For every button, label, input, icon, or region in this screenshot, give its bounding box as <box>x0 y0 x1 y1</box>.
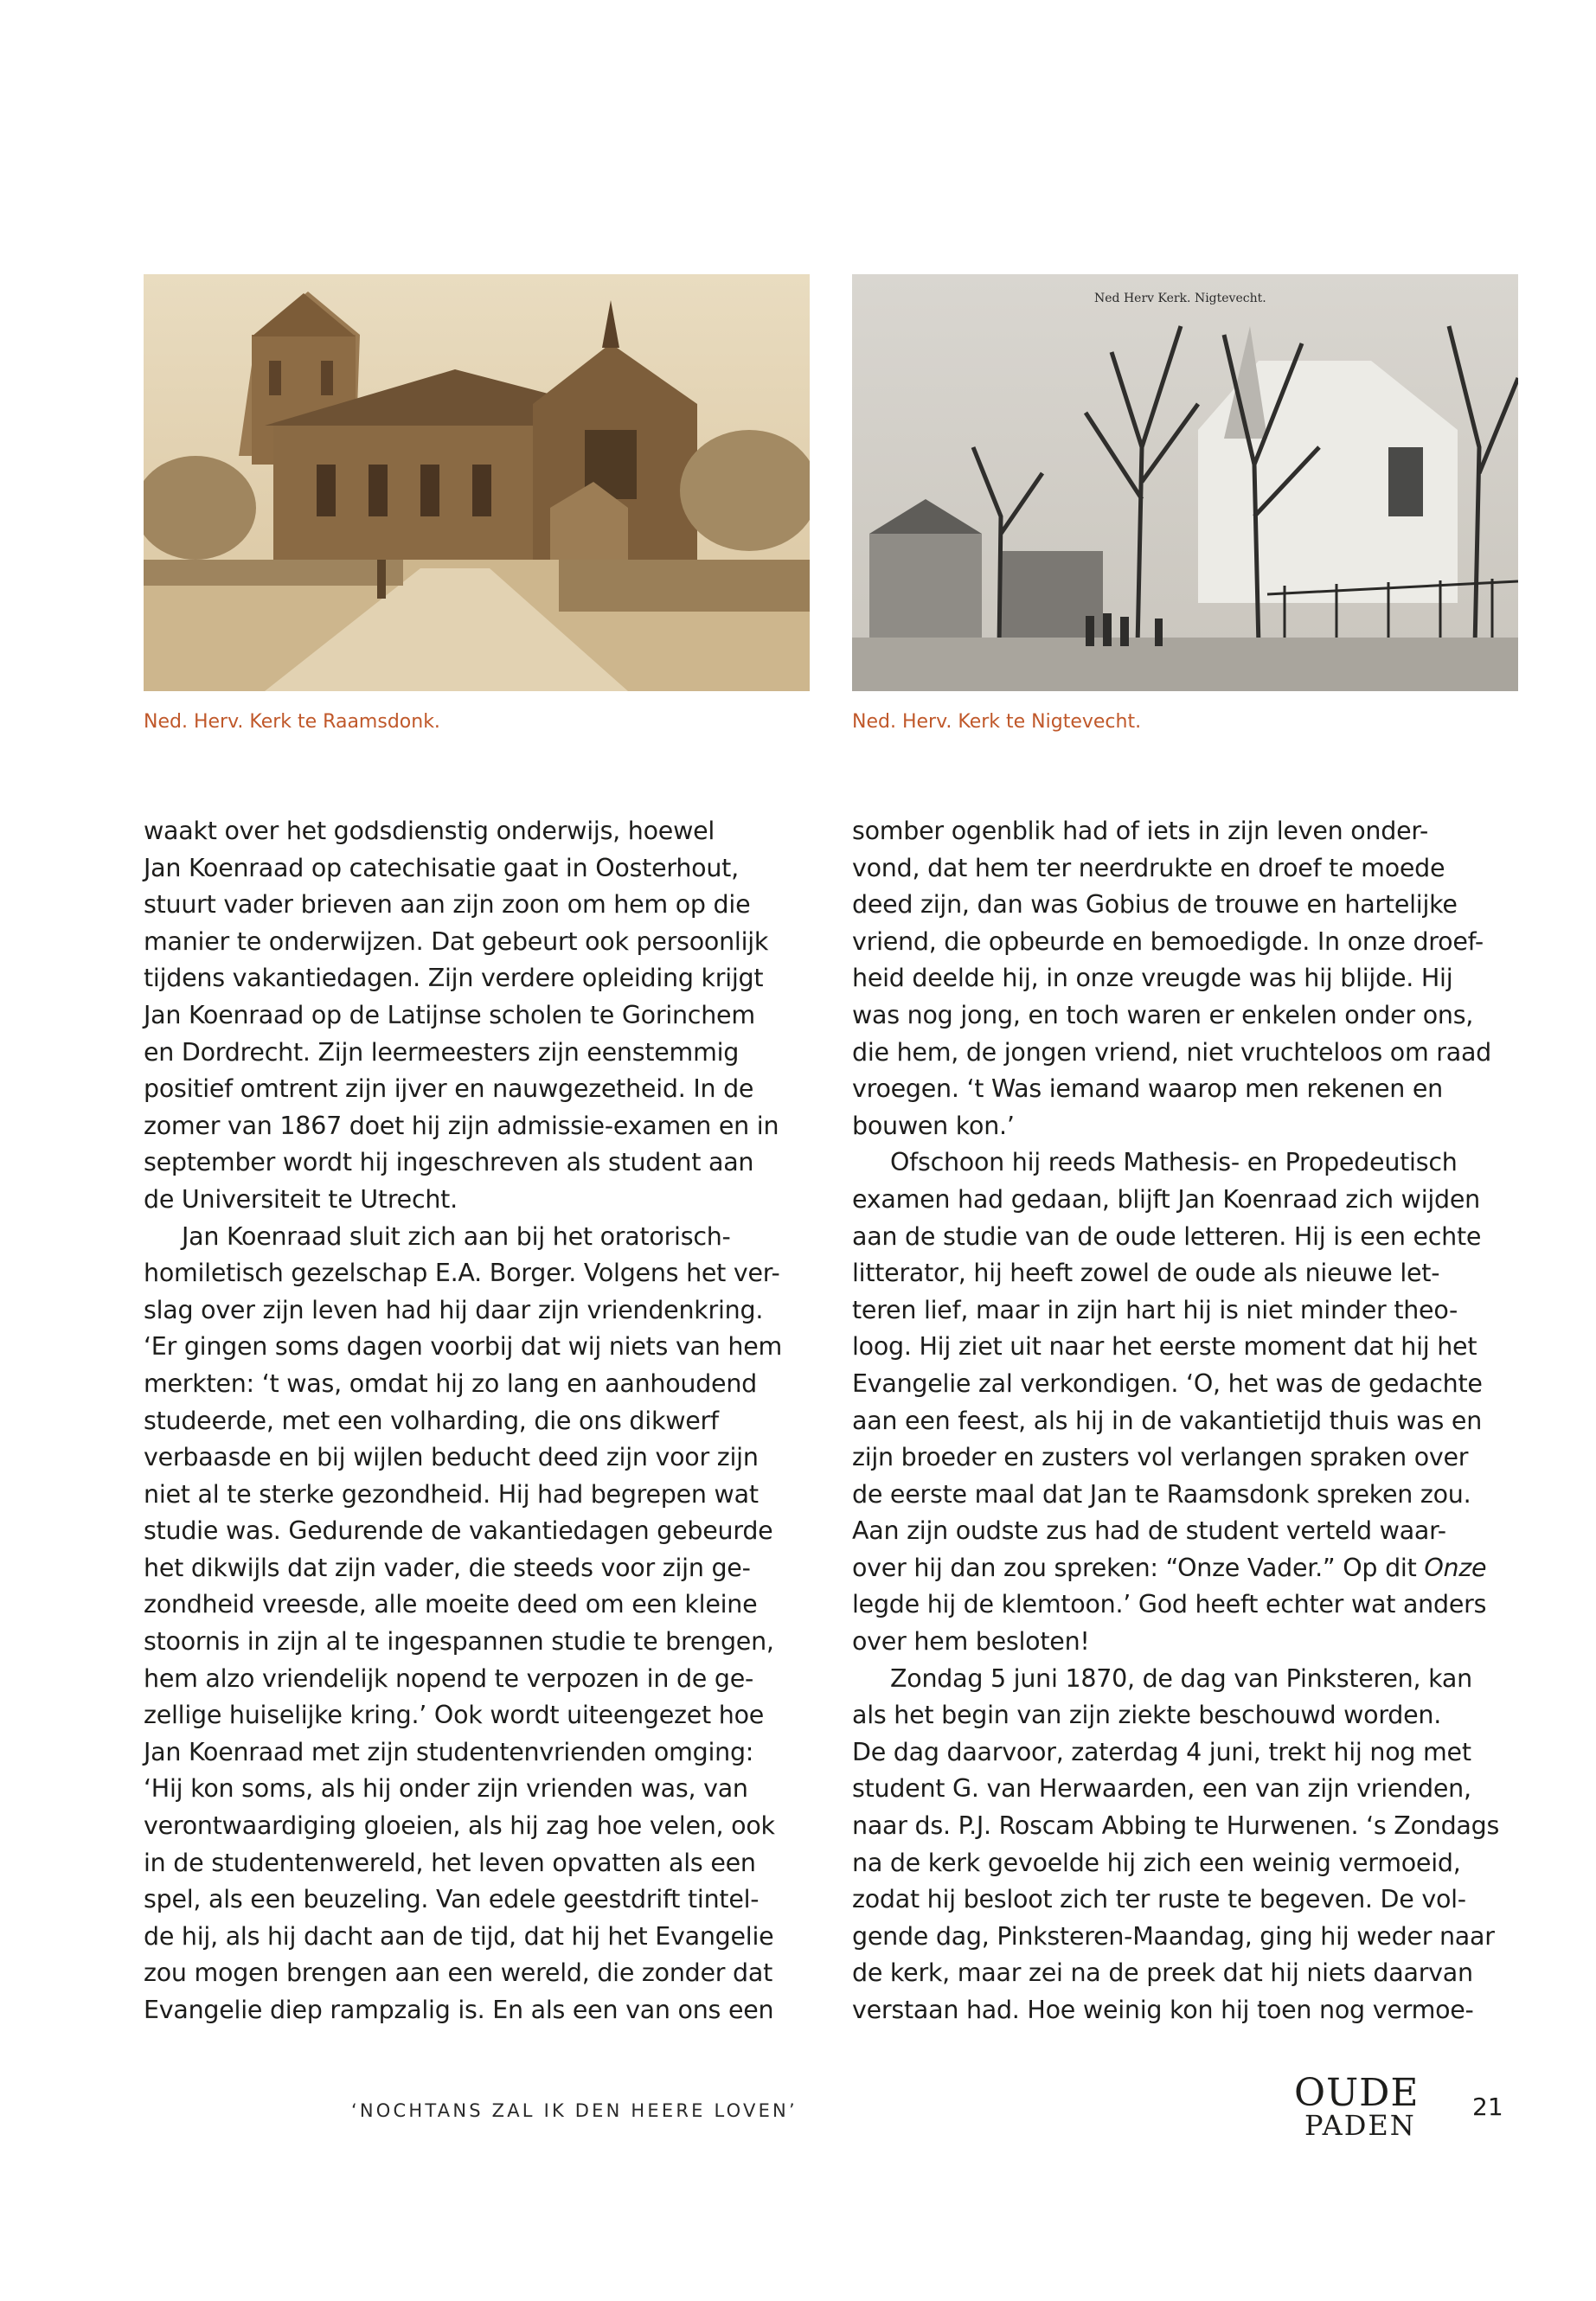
text-line: Jan Koenraad op catechisatie gaat in Oosterhout, <box>144 853 739 882</box>
emphasis: Onze <box>1424 1553 1487 1582</box>
logo-word-oude: OUDE <box>1294 2071 1420 2115</box>
text-line: litterator, hij heeft zowel de oude als nieuwe let- <box>852 1259 1440 1288</box>
text-line: examen had gedaan, blijft Jan Koenraad zich wijden <box>852 1184 1480 1214</box>
text-line: verontwaardiging gloeien, als hij zag hoe velen, ook <box>144 1811 775 1841</box>
text-line: tijdens vakantiedagen. Zijn verdere opleiding krijgt <box>144 964 764 993</box>
text-line: studie was. Gedurende de vakantiedagen gebeurde <box>144 1516 773 1546</box>
text-line: zou mogen brengen aan een wereld, die zonder dat <box>144 1958 773 1988</box>
text-line: de kerk, maar zei na de preek dat hij niets daarvan <box>852 1958 1473 1988</box>
text-line: zomer van 1867 doet hij zijn admissie-examen en in <box>144 1111 779 1140</box>
text-line: na de kerk gevoelde hij zich een weinig vermoeid, <box>852 1848 1461 1877</box>
text-line: aan een feest, als hij in de vakantietijd thuis was en <box>852 1406 1483 1435</box>
text-line: studeerde, met een volharding, die ons dikwerf <box>144 1406 719 1435</box>
page-number: 21 <box>1472 2093 1503 2121</box>
text-line: die hem, de jongen vriend, niet vruchteloos om raad <box>852 1037 1492 1067</box>
text-line: positief omtrent zijn ijver en nauwgezetheid. In de <box>144 1074 754 1104</box>
text-line: zodat hij besloot zich ter ruste te begeven. De vol- <box>852 1885 1466 1914</box>
text-line: Evangelie diep rampzalig is. En als een van ons een <box>144 1996 774 2024</box>
text-line: Jan Koenraad met zijn studentenvrienden omging: <box>144 1737 754 1766</box>
oude-paden-logo <box>1294 2073 1441 2150</box>
text-line: somber ogenblik had of iets in zijn leven onder- <box>852 817 1429 845</box>
text-column-right <box>852 813 1522 2029</box>
text-line: als het begin van zijn ziekte beschouwd worden. <box>852 1701 1442 1730</box>
text-line: zellige huiselijke kring.’ Ook wordt uiteengezet hoe <box>144 1701 765 1730</box>
text-line: niet al te sterke gezondheid. Hij had begrepen wat <box>144 1479 759 1509</box>
text-line: zijn broeder en zusters vol verlangen spraken over <box>852 1443 1469 1472</box>
text-line: legde hij de klemtoon.’ God heeft echter wat anders <box>852 1590 1487 1619</box>
text-line: het dikwijls dat zijn vader, die steeds voor zijn ge- <box>144 1553 751 1582</box>
logo-word-paden: PADEN <box>1304 2109 1416 2142</box>
photo-nigtevecht-church <box>852 274 1518 691</box>
text-line: Jan Koenraad op de Latijnse scholen te Gorinchem <box>144 1000 755 1029</box>
text-line: Zondag 5 juni 1870, de dag van Pinksteren, kan <box>890 1663 1472 1693</box>
text-line: de hij, als hij dacht aan de tijd, dat hij het Evangelie <box>144 1921 774 1951</box>
text-line: teren lief, maar in zijn hart hij is niet minder theo- <box>852 1295 1458 1324</box>
text-line: Aan zijn oudste zus had de student verteld waar- <box>852 1516 1446 1546</box>
text-line: verstaan had. Hoe weinig kon hij toen nog vermoe- <box>852 1996 1474 2024</box>
text-line: over hem besloten! <box>852 1627 1090 1657</box>
photo-raamsdonk-church <box>144 274 810 691</box>
text-line: vroegen. ‘t Was iemand waarop men rekenen en <box>852 1074 1443 1104</box>
text-line: spel, als een beuzeling. Van edele geestdrift tintel- <box>144 1885 760 1914</box>
text-line: Jan Koenraad sluit zich aan bij het oratorisch- <box>182 1221 731 1251</box>
text-line: naar ds. P.J. Roscam Abbing te Hurwenen. ‘s Zondags <box>852 1811 1500 1841</box>
text-line: en Dordrecht. Zijn leermeesters zijn eenstemmig <box>144 1037 740 1067</box>
text-column-left <box>144 813 814 2029</box>
text-line: De dag daarvoor, zaterdag 4 juni, trekt hij nog met <box>852 1737 1471 1766</box>
text-line: stuurt vader brieven aan zijn zoon om hem op die <box>144 890 751 920</box>
text-line: vond, dat hem ter neerdrukte en droef te moede <box>852 853 1445 882</box>
text-line: student G. van Herwaarden, een van zijn vrienden, <box>852 1774 1471 1804</box>
text-line: ‘Hij kon soms, als hij onder zijn vrienden was, van <box>144 1774 748 1804</box>
text-line: stoornis in zijn al te ingespannen studie te brengen, <box>144 1627 774 1657</box>
text-line: de Universiteit te Utrecht. <box>144 1184 458 1214</box>
text-segment: over hij dan zou spreken: “Onze Vader.” Op dit <box>852 1553 1425 1582</box>
text-line: heid deelde hij, in onze vreugde was hij blijde. Hij <box>852 964 1453 993</box>
text-line: waakt over het godsdienstig onderwijs, hoewel <box>144 817 715 845</box>
text-line: zondheid vreesde, alle moeite deed om een kleine <box>144 1590 758 1619</box>
figure-caption: Ned. Herv. Kerk te Raamsdonk. <box>144 711 440 733</box>
text-line: gende dag, Pinksteren-Maandag, ging hij weder naar <box>852 1921 1495 1951</box>
text-line: merkten: ‘t was, omdat hij zo lang en aanhoudend <box>144 1368 757 1398</box>
text-line <box>852 1550 1522 1587</box>
figure-caption: Ned. Herv. Kerk te Nigtevecht. <box>852 711 1142 733</box>
photo-inscription: Ned Herv Kerk. Nigtevecht. <box>1094 292 1266 305</box>
text-line: manier te onderwijzen. Dat gebeurt ook persoonlijk <box>144 926 769 956</box>
text-line: verbaasde en bij wijlen beducht deed zijn voor zijn <box>144 1443 759 1472</box>
text-line: vriend, die opbeurde en bemoedigde. In onze droef- <box>852 926 1484 956</box>
text-line: bouwen kon.’ <box>852 1111 1015 1140</box>
text-line: ‘Er gingen soms dagen voorbij dat wij niets van hem <box>144 1332 783 1362</box>
text-line: hem alzo vriendelijk nopend te verpozen in de ge- <box>144 1663 754 1693</box>
text-line: deed zijn, dan was Gobius de trouwe en hartelijke <box>852 890 1458 920</box>
text-line: slag over zijn leven had hij daar zijn vriendenkring. <box>144 1295 764 1324</box>
text-line: in de studentenwereld, het leven opvatten als een <box>144 1848 756 1877</box>
text-line: september wordt hij ingeschreven als student aan <box>144 1148 754 1177</box>
text-line: de eerste maal dat Jan te Raamsdonk spreken zou. <box>852 1479 1471 1509</box>
text-line: loog. Hij ziet uit naar het eerste moment dat hij het <box>852 1332 1477 1362</box>
text-line: homiletisch gezelschap E.A. Borger. Volgens het ver- <box>144 1259 780 1288</box>
text-line: Evangelie zal verkondigen. ‘O, het was de gedachte <box>852 1368 1483 1398</box>
church-photo-illustration <box>852 274 1518 691</box>
church-photo-illustration <box>144 274 810 691</box>
text-line: Ofschoon hij reeds Mathesis- en Propedeutisch <box>890 1148 1458 1177</box>
text-line: aan de studie van de oude letteren. Hij is een echte <box>852 1221 1482 1251</box>
running-title: ‘NOCHTANS ZAL IK DEN HEERE LOVEN’ <box>351 2100 798 2121</box>
text-line: was nog jong, en toch waren er enkelen onder ons, <box>852 1000 1474 1029</box>
